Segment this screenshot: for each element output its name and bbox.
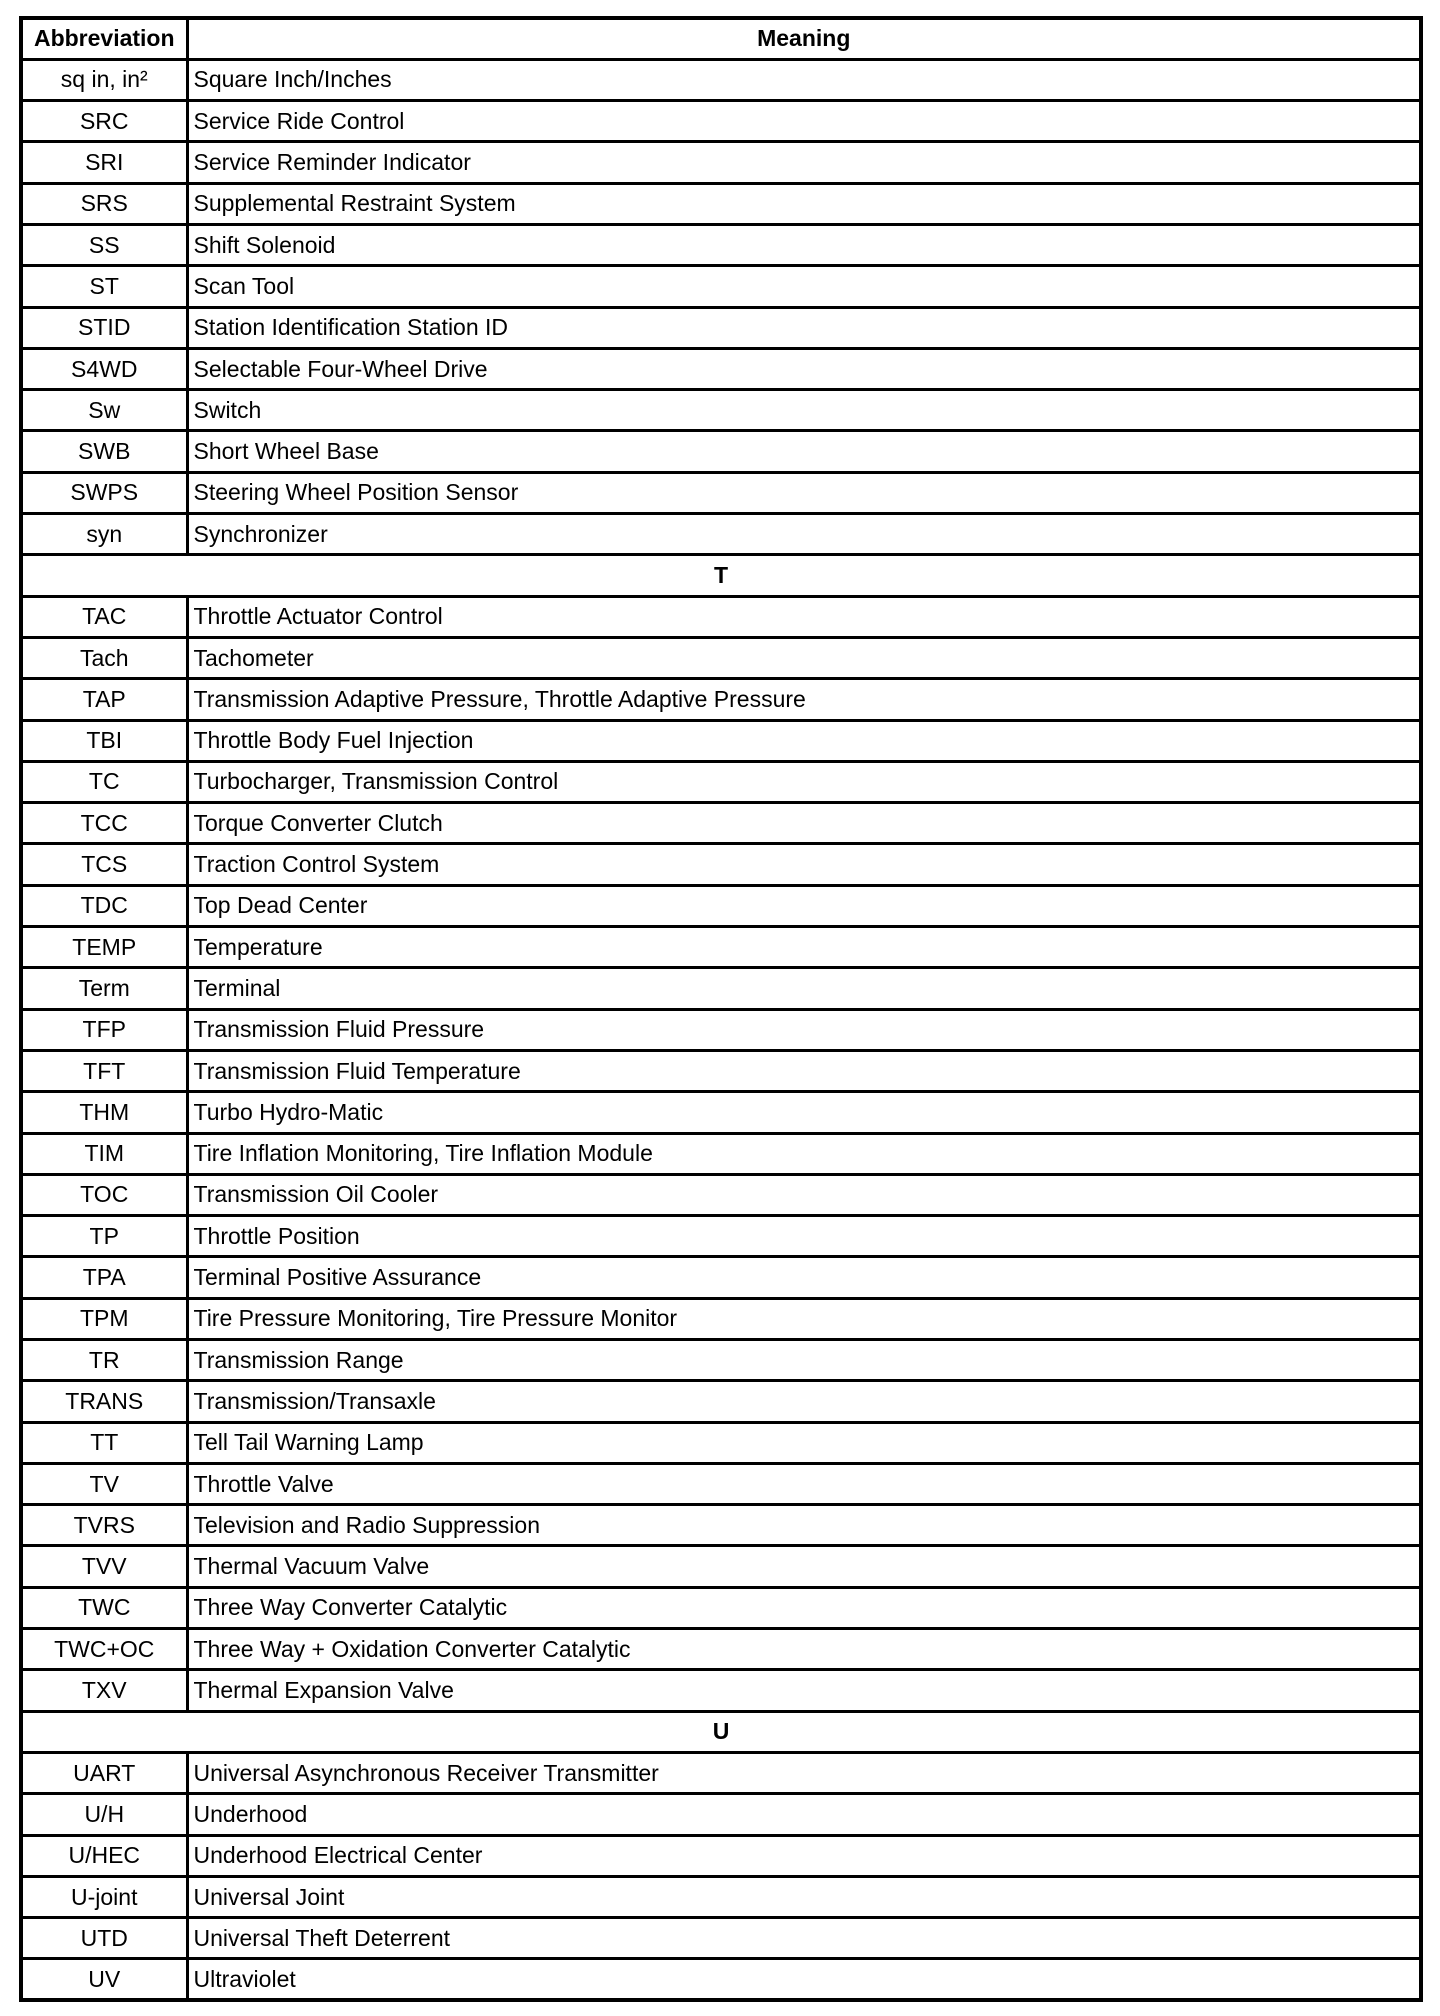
table-row — [21, 472, 1421, 513]
table-row — [21, 1050, 1421, 1091]
abbreviation-cell: TAP — [21, 679, 187, 720]
abbreviation-table — [19, 16, 1423, 2002]
table-row — [21, 1835, 1421, 1876]
meaning-cell: Transmission Fluid Temperature — [187, 1050, 1421, 1091]
meaning-cell: Three Way Converter Catalytic — [187, 1587, 1421, 1628]
table-row — [21, 1340, 1421, 1381]
meaning-cell: Synchronizer — [187, 514, 1421, 555]
section-header-row — [21, 1711, 1421, 1752]
abbreviation-cell: TPA — [21, 1257, 187, 1298]
meaning-cell: Square Inch/Inches — [187, 59, 1421, 100]
table-row — [21, 1670, 1421, 1711]
abbreviation-cell: TCS — [21, 844, 187, 885]
abbreviation-cell: SS — [21, 224, 187, 265]
table-row — [21, 514, 1421, 555]
meaning-cell: Torque Converter Clutch — [187, 803, 1421, 844]
meaning-cell: Tell Tail Warning Lamp — [187, 1422, 1421, 1463]
table-row — [21, 637, 1421, 678]
section-letter: T — [21, 555, 1421, 596]
meaning-column-header: Meaning — [187, 18, 1421, 59]
abbreviation-cell: TWC+OC — [21, 1629, 187, 1670]
meaning-cell: Service Reminder Indicator — [187, 142, 1421, 183]
table-row — [21, 1959, 1421, 2000]
abbreviation-column-header: Abbreviation — [21, 18, 187, 59]
meaning-cell: Transmission/Transaxle — [187, 1381, 1421, 1422]
meaning-cell: Terminal Positive Assurance — [187, 1257, 1421, 1298]
section-letter: U — [21, 1711, 1421, 1752]
abbreviation-cell: ST — [21, 266, 187, 307]
table-row — [21, 596, 1421, 637]
meaning-cell: Scan Tool — [187, 266, 1421, 307]
abbreviation-cell: U/H — [21, 1794, 187, 1835]
abbreviation-cell: TAC — [21, 596, 187, 637]
meaning-cell: Ultraviolet — [187, 1959, 1421, 2000]
meaning-cell: Switch — [187, 390, 1421, 431]
table-row — [21, 431, 1421, 472]
table-row — [21, 803, 1421, 844]
meaning-cell: Transmission Fluid Pressure — [187, 1009, 1421, 1050]
table-row — [21, 1092, 1421, 1133]
abbreviation-cell: TBI — [21, 720, 187, 761]
abbreviation-cell: U-joint — [21, 1876, 187, 1917]
abbreviation-cell: syn — [21, 514, 187, 555]
table-row — [21, 720, 1421, 761]
table-row — [21, 1422, 1421, 1463]
meaning-cell: Underhood — [187, 1794, 1421, 1835]
table-row — [21, 390, 1421, 431]
meaning-cell: Throttle Valve — [187, 1463, 1421, 1504]
abbreviation-cell: SRC — [21, 101, 187, 142]
table-row — [21, 266, 1421, 307]
meaning-cell: Universal Theft Deterrent — [187, 1918, 1421, 1959]
meaning-cell: Service Ride Control — [187, 101, 1421, 142]
table-header-row — [21, 18, 1421, 59]
meaning-cell: Television and Radio Suppression — [187, 1505, 1421, 1546]
abbreviation-cell: UART — [21, 1752, 187, 1793]
meaning-cell: Thermal Expansion Valve — [187, 1670, 1421, 1711]
abbreviation-cell: SRS — [21, 183, 187, 224]
abbreviation-cell: TVV — [21, 1546, 187, 1587]
table-row — [21, 1133, 1421, 1174]
abbreviation-cell: TPM — [21, 1298, 187, 1339]
abbreviation-cell: TC — [21, 761, 187, 802]
table-row — [21, 1381, 1421, 1422]
table-row — [21, 761, 1421, 802]
table-row — [21, 224, 1421, 265]
meaning-cell: Selectable Four-Wheel Drive — [187, 348, 1421, 389]
meaning-cell: Transmission Adaptive Pressure, Throttle Adaptive Pressure — [187, 679, 1421, 720]
meaning-cell: Tachometer — [187, 637, 1421, 678]
meaning-cell: Station Identification Station ID — [187, 307, 1421, 348]
abbreviation-cell: Sw — [21, 390, 187, 431]
abbreviation-cell: TR — [21, 1340, 187, 1381]
abbreviation-cell: TFP — [21, 1009, 187, 1050]
section-header-row — [21, 555, 1421, 596]
abbreviation-cell: TT — [21, 1422, 187, 1463]
meaning-cell: Turbocharger, Transmission Control — [187, 761, 1421, 802]
meaning-cell: Underhood Electrical Center — [187, 1835, 1421, 1876]
table-row — [21, 1794, 1421, 1835]
table-row — [21, 1546, 1421, 1587]
meaning-cell: Universal Joint — [187, 1876, 1421, 1917]
table-row — [21, 927, 1421, 968]
abbreviation-cell: TXV — [21, 1670, 187, 1711]
meaning-cell: Throttle Actuator Control — [187, 596, 1421, 637]
abbreviation-cell: UV — [21, 1959, 187, 2000]
meaning-cell: Throttle Body Fuel Injection — [187, 720, 1421, 761]
table-row — [21, 307, 1421, 348]
table-row — [21, 1752, 1421, 1793]
table-row — [21, 844, 1421, 885]
meaning-cell: Supplemental Restraint System — [187, 183, 1421, 224]
meaning-cell: Throttle Position — [187, 1216, 1421, 1257]
abbreviation-cell: STID — [21, 307, 187, 348]
meaning-cell: Transmission Oil Cooler — [187, 1174, 1421, 1215]
meaning-cell: Terminal — [187, 968, 1421, 1009]
table-row — [21, 968, 1421, 1009]
table-row — [21, 1587, 1421, 1628]
abbreviation-cell: TOC — [21, 1174, 187, 1215]
abbreviation-cell: TEMP — [21, 927, 187, 968]
abbreviation-cell: S4WD — [21, 348, 187, 389]
table-row — [21, 1216, 1421, 1257]
abbreviation-cell: TWC — [21, 1587, 187, 1628]
meaning-cell: Tire Inflation Monitoring, Tire Inflation Module — [187, 1133, 1421, 1174]
meaning-cell: Short Wheel Base — [187, 431, 1421, 472]
table-body — [21, 59, 1421, 2000]
meaning-cell: Temperature — [187, 927, 1421, 968]
abbreviation-cell: TDC — [21, 885, 187, 926]
table-row — [21, 101, 1421, 142]
table-row — [21, 1257, 1421, 1298]
table-row — [21, 1174, 1421, 1215]
abbreviation-cell: Tach — [21, 637, 187, 678]
abbreviation-cell: U/HEC — [21, 1835, 187, 1876]
abbreviation-cell: TV — [21, 1463, 187, 1504]
table-row — [21, 1298, 1421, 1339]
abbreviation-cell: TIM — [21, 1133, 187, 1174]
abbreviation-cell: Term — [21, 968, 187, 1009]
abbreviation-cell: TFT — [21, 1050, 187, 1091]
table-row — [21, 142, 1421, 183]
meaning-cell: Traction Control System — [187, 844, 1421, 885]
meaning-cell: Shift Solenoid — [187, 224, 1421, 265]
meaning-cell: Transmission Range — [187, 1340, 1421, 1381]
meaning-cell: Universal Asynchronous Receiver Transmitter — [187, 1752, 1421, 1793]
meaning-cell: Thermal Vacuum Valve — [187, 1546, 1421, 1587]
abbreviation-cell: TVRS — [21, 1505, 187, 1546]
table-row — [21, 1505, 1421, 1546]
table-row — [21, 679, 1421, 720]
abbreviation-cell: UTD — [21, 1918, 187, 1959]
table-row — [21, 1918, 1421, 1959]
abbreviation-cell: TRANS — [21, 1381, 187, 1422]
abbreviation-cell: SRI — [21, 142, 187, 183]
table-row — [21, 59, 1421, 100]
meaning-cell: Top Dead Center — [187, 885, 1421, 926]
table-row — [21, 348, 1421, 389]
abbreviation-cell: TCC — [21, 803, 187, 844]
meaning-cell: Steering Wheel Position Sensor — [187, 472, 1421, 513]
table-row — [21, 1629, 1421, 1670]
abbreviation-cell: SWPS — [21, 472, 187, 513]
abbreviation-cell: SWB — [21, 431, 187, 472]
abbreviation-cell: THM — [21, 1092, 187, 1133]
table-row — [21, 1463, 1421, 1504]
table-row — [21, 183, 1421, 224]
meaning-cell: Tire Pressure Monitoring, Tire Pressure Monitor — [187, 1298, 1421, 1339]
meaning-cell: Turbo Hydro-Matic — [187, 1092, 1421, 1133]
table-row — [21, 1009, 1421, 1050]
meaning-cell: Three Way + Oxidation Converter Catalytic — [187, 1629, 1421, 1670]
abbreviation-cell: TP — [21, 1216, 187, 1257]
table-row — [21, 1876, 1421, 1917]
table-row — [21, 885, 1421, 926]
abbreviation-cell: sq in, in² — [21, 59, 187, 100]
